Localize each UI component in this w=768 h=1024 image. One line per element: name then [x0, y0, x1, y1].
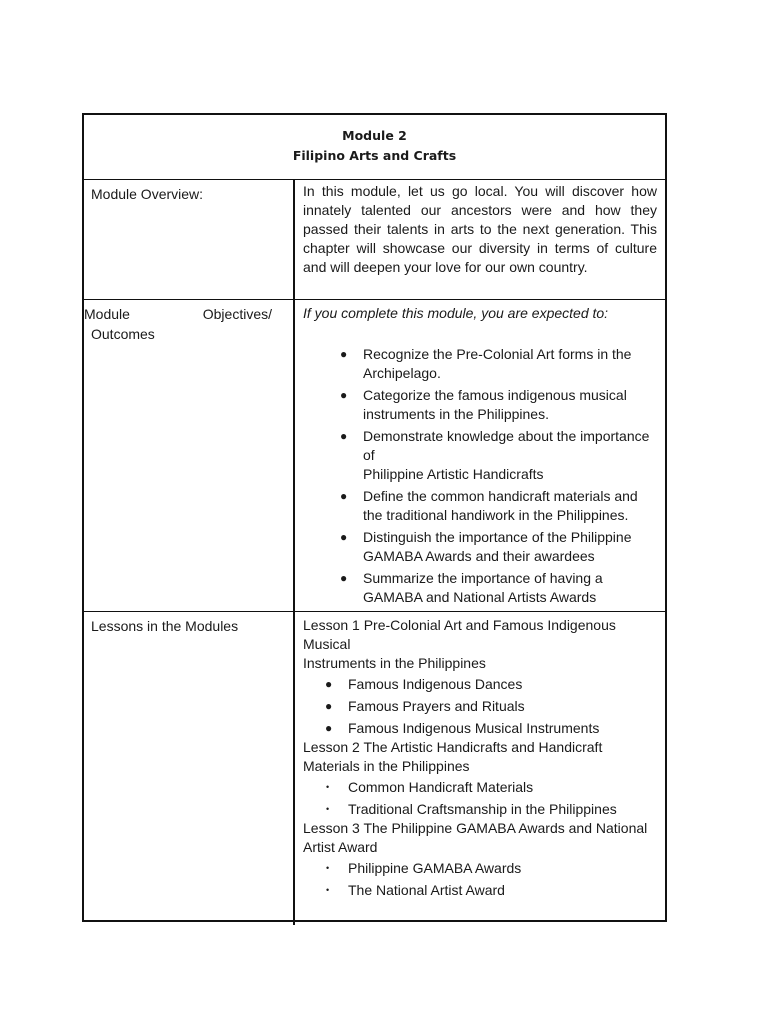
overview-label-cell [84, 180, 295, 300]
module-number: Module 2 [342, 128, 407, 143]
bullet-icon: ● [340, 530, 348, 544]
objective-item: ● Distinguish the importance of the Philippine GAMABA Awards and their awardees [340, 529, 632, 564]
objective-item: ● Recognize the Pre-Colonial Art forms in the Archipelago. [340, 346, 632, 381]
bullet-icon: ● [340, 347, 348, 361]
objective-item: ● Categorize the famous indigenous musical instruments in the Philippines. [340, 387, 627, 422]
objectives-label-line1: Module Objectives/ [84, 306, 272, 322]
lessons-content [303, 616, 659, 903]
lesson-topic: • Traditional Craftsmanship in the Philippines [326, 801, 617, 817]
lesson-2-topics [303, 778, 659, 819]
lesson-1-topics [303, 675, 659, 738]
lesson-topic: • Philippine GAMABA Awards [326, 860, 522, 876]
lessons-content-cell [295, 612, 665, 925]
lesson-topic: • Common Handicraft Materials [326, 779, 534, 795]
bullet-icon: ● [340, 489, 348, 503]
bullet-icon: ● [340, 388, 348, 402]
lesson-topic: ● Famous Indigenous Musical Instruments [325, 720, 600, 736]
lessons-label-cell [84, 612, 295, 925]
bullet-icon: ● [325, 721, 333, 735]
module-table [82, 113, 667, 922]
lesson-1-title: Lesson 1 Pre-Colonial Art and Famous Indigenous Musical [303, 617, 616, 652]
objectives-label-cell [84, 300, 295, 612]
overview-content-cell [295, 180, 665, 300]
overview-label: Module Overview: [91, 186, 204, 202]
bullet-icon: ● [325, 677, 333, 691]
objective-item-continuation: Philippine Artistic Handicrafts [363, 466, 544, 482]
bullet-icon: • [326, 885, 330, 895]
objectives-content-cell [295, 300, 665, 612]
module-header [84, 115, 665, 179]
lesson-1-title-cont: Instruments in the Philippines [303, 655, 486, 671]
objectives-row [84, 299, 665, 612]
lesson-2-title: Lesson 2 The Artistic Handicrafts and Handicraft Materials in the Philippines [303, 739, 603, 774]
bullet-icon: ● [325, 699, 333, 713]
bullet-icon: • [326, 863, 330, 873]
bullet-icon: • [326, 804, 330, 814]
objective-item: ● Demonstrate knowledge about the importance of [340, 428, 650, 463]
lessons-row [84, 611, 665, 925]
objective-item: ● Summarize the importance of having a GAMABA and National Artists Awards [340, 570, 603, 605]
module-title: Filipino Arts and Crafts [292, 148, 457, 163]
objectives-label-line2: Outcomes [91, 326, 155, 342]
bullet-icon: ● [340, 571, 348, 585]
bullet-icon: ● [340, 429, 348, 443]
lesson-topic: • The National Artist Award [326, 882, 505, 898]
objectives-intro: If you complete this module, you are expected to: [303, 305, 609, 321]
lesson-3-topics [303, 859, 659, 900]
overview-row [84, 179, 665, 300]
overview-text: In this module, let us go local. You will discover how innately talented our ancestors were and how they passed their talents in arts to the next generation. This chapter will showcase our diversity in terms of culture and will deepen your love for our own country. [303, 183, 657, 275]
lesson-topic: ● Famous Prayers and Rituals [325, 698, 525, 714]
bullet-icon: • [326, 782, 330, 792]
objective-item: ● Define the common handicraft materials and the traditional handiwork in the Philippines. [340, 488, 638, 523]
lessons-label: Lessons in the Modules [91, 618, 239, 634]
lesson-3-title: Lesson 3 The Philippine GAMABA Awards and National Artist Award [303, 820, 648, 855]
objectives-list [338, 345, 659, 610]
lesson-topic: ● Famous Indigenous Dances [325, 676, 523, 692]
